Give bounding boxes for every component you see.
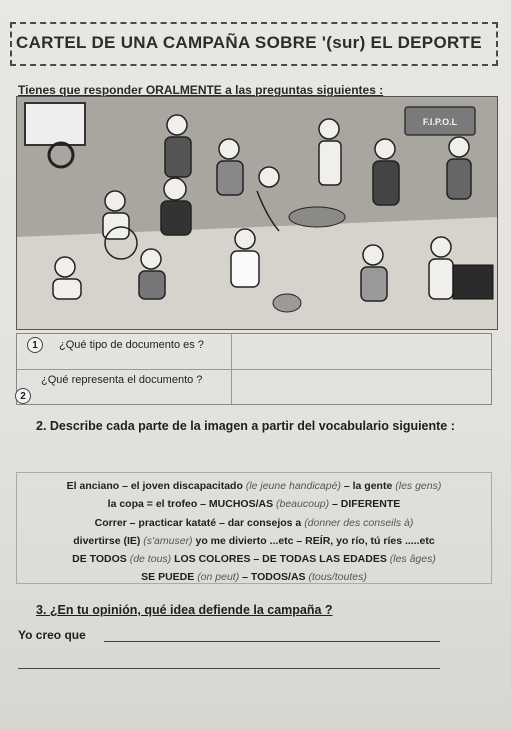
question-text: ¿Qué tipo de documento es ? — [59, 339, 204, 351]
instruction-text: Tienes que responder ORALMENTE a las preguntas siguientes : — [18, 83, 384, 97]
answer-prompt: Yo creo que — [18, 628, 86, 642]
questions-table — [16, 333, 492, 405]
dog — [273, 294, 301, 312]
question-number: 2 — [15, 388, 31, 404]
answer-line[interactable] — [18, 668, 440, 669]
answer-divider — [231, 334, 232, 369]
vocabulary-box — [16, 472, 492, 584]
vocab-term: Correr – practicar kataté – dar consejos a — [94, 517, 305, 529]
vocab-term: la copa = el trofeo – MUCHOS/AS — [107, 498, 276, 510]
question-number: 1 — [27, 337, 43, 353]
vocab-term: divertirse (IE) — [73, 535, 144, 547]
vocab-line — [17, 480, 491, 492]
question-row-2 — [17, 369, 491, 404]
section-3-heading: 3. ¿En tu opinión, qué idea defiende la campaña ? — [36, 603, 333, 617]
basketball-board — [25, 103, 85, 145]
section-2-heading: 2. Describe cada parte de la imagen a partir del vocabulario siguiente : — [36, 419, 455, 433]
fipol-sign-text: F.I.P.O.L — [422, 117, 458, 127]
vocab-translation: (de tous) — [129, 553, 172, 565]
vocab-translation: (donner des conseils à) — [304, 517, 414, 529]
campaign-illustration — [16, 96, 498, 330]
vocab-translation: (s'amuser) — [143, 535, 193, 547]
vocab-line — [17, 517, 491, 529]
vocab-term: El anciano – el joven discapacitado — [66, 480, 246, 492]
vocab-term: – DIFERENTE — [329, 498, 401, 510]
vocab-line — [17, 498, 491, 510]
vocab-term: SE PUEDE — [141, 571, 198, 583]
vocab-term: – TODOS/AS — [239, 571, 309, 583]
question-row-1 — [17, 334, 491, 370]
vocab-translation: (beaucoup) — [276, 498, 330, 510]
vocab-translation: (le jeune handicapé) — [245, 480, 341, 492]
vocab-translation: (tous/toutes) — [308, 571, 367, 583]
page-title: CARTEL DE UNA CAMPAÑA SOBRE '(sur) EL DEPORTE — [16, 33, 482, 52]
vocab-term: yo me divierto ...etc – REÍR, yo río, tú ríes .....etc — [192, 535, 435, 547]
vocab-term: DE TODOS — [72, 553, 130, 565]
vocab-line — [17, 571, 491, 583]
vocab-translation: (on peut) — [197, 571, 240, 583]
question-text: ¿Qué representa el documento ? — [41, 374, 203, 386]
chalkboard — [453, 265, 493, 299]
answer-divider — [231, 369, 232, 404]
vocab-line — [17, 553, 491, 565]
vocab-translation: (les gens) — [395, 480, 442, 492]
vocab-term: – la gente — [340, 480, 396, 492]
vocab-line — [17, 535, 491, 547]
vocab-term: LOS COLORES – DE TODAS LAS EDADES — [171, 553, 390, 565]
vocab-translation: (les âges) — [389, 553, 436, 565]
answer-line[interactable] — [104, 641, 440, 642]
